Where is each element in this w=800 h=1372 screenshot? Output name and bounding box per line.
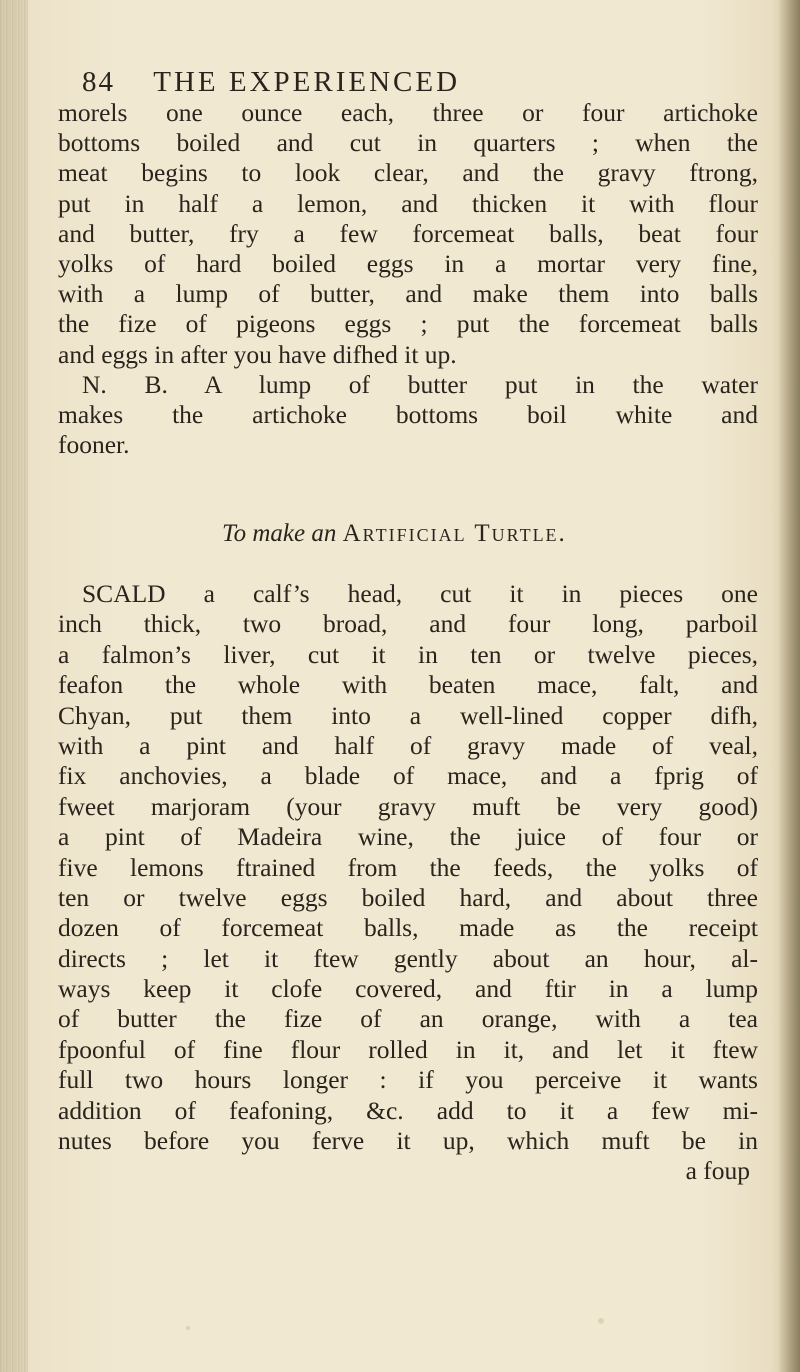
text-line: of butter the fize of an orange, with a tea bbox=[58, 1004, 758, 1034]
text-line: ways keep it clofe covered, and ftir in a lump bbox=[58, 974, 758, 1004]
text-line: nutes before you ferve it up, which muft be in bbox=[58, 1126, 758, 1156]
note-line: N. B. A lump of butter put in the water bbox=[82, 369, 758, 399]
text-line: fpoonful of fine flour rolled in it, and let it ftew bbox=[58, 1034, 758, 1064]
text-line: yolks of hard boiled eggs in a mortar very fine, bbox=[58, 248, 758, 278]
catchword: a foup bbox=[685, 1156, 750, 1186]
heading-prefix: To make an bbox=[222, 520, 337, 547]
recipe-continuation bbox=[58, 98, 758, 460]
artificial-turtle-recipe bbox=[58, 579, 758, 1187]
text-line: fweet marjoram (your gravy muft be very good) bbox=[58, 791, 758, 821]
text-line: ten or twelve eggs boiled hard, and about three bbox=[58, 882, 758, 912]
text-line: SCALD a calf’s head, cut it in pieces one bbox=[82, 579, 758, 608]
text-line: a pint of Madeira wine, the juice of four or bbox=[58, 822, 758, 852]
text-line: and eggs in after you have difhed it up. bbox=[58, 339, 457, 369]
page-binding-shadow-left bbox=[0, 0, 28, 1372]
text-line: addition of feafoning, &c. add to it a few mi- bbox=[58, 1095, 758, 1125]
text-line: morels one ounce each, three or four artichoke bbox=[58, 98, 758, 127]
text-line: bottoms boiled and cut in quarters ; when the bbox=[58, 128, 758, 158]
text-line: meat begins to look clear, and the gravy ftrong, bbox=[58, 158, 758, 188]
text-line: put in half a lemon, and thicken it with flour bbox=[58, 188, 758, 218]
text-line: fix anchovies, a blade of mace, and a fprig of bbox=[58, 761, 758, 791]
text-line: directs ; let it ftew gently about an hour, al- bbox=[58, 943, 758, 973]
text-line: a falmon’s liver, cut it in ten or twelve pieces, bbox=[58, 639, 758, 669]
text-line: inch thick, two broad, and four long, parboil bbox=[58, 609, 758, 639]
text-line: full two hours longer : if you perceive it wants bbox=[58, 1065, 758, 1095]
text-line: the fize of pigeons eggs ; put the forcemeat balls bbox=[58, 309, 758, 339]
page-edge-shadow-right bbox=[778, 0, 800, 1372]
text-line: feafon the whole with beaten mace, falt, and bbox=[58, 670, 758, 700]
paper-stain bbox=[186, 1326, 190, 1330]
heading-title: Artificial Turtle. bbox=[342, 520, 567, 547]
text-line: with a pint and half of gravy made of veal, bbox=[58, 730, 758, 760]
text-line: and butter, fry a few forcemeat balls, beat four bbox=[58, 218, 758, 248]
text-line: five lemons ftrained from the feeds, the yolks of bbox=[58, 852, 758, 882]
text-line: Chyan, put them into a well-lined copper difh, bbox=[58, 700, 758, 730]
text-line: dozen of forcemeat balls, made as the receipt bbox=[58, 913, 758, 943]
running-title: THE EXPERIENCED bbox=[153, 66, 461, 98]
note-line: fooner. bbox=[58, 430, 130, 460]
page-number: 84 bbox=[82, 66, 115, 98]
text-line: with a lump of butter, and make them into balls bbox=[58, 279, 758, 309]
paper-stain bbox=[598, 1318, 604, 1324]
note-line: makes the artichoke bottoms boil white and bbox=[58, 399, 758, 429]
section-heading bbox=[222, 520, 722, 548]
